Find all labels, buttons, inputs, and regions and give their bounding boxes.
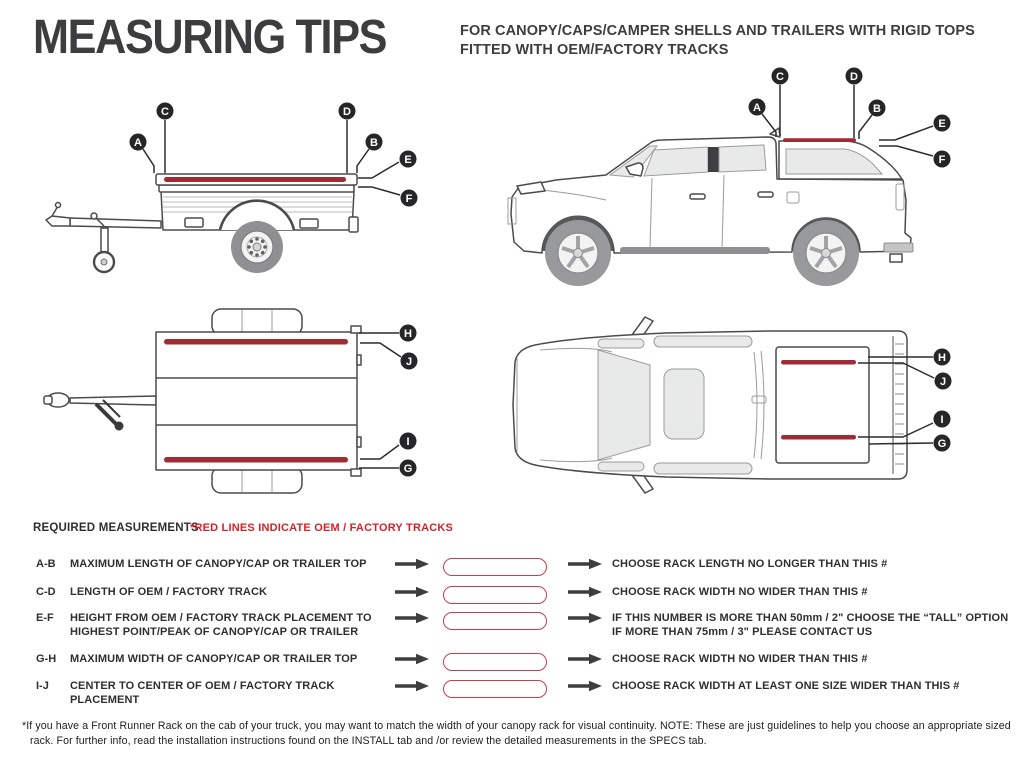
svg-text:F: F	[938, 154, 946, 166]
side-glass-top	[654, 336, 752, 347]
trailer-drawbar	[70, 396, 156, 405]
oem-track-line-bottom	[164, 457, 348, 463]
antenna-fin	[770, 128, 780, 137]
measurement-row-ef	[0, 612, 1024, 642]
arrow-icon	[394, 653, 430, 670]
leader-i	[360, 445, 399, 459]
svg-text:D: D	[850, 71, 858, 83]
callout-b	[869, 100, 886, 117]
measurement-entry-pill	[443, 680, 547, 698]
trailer-top-view	[0, 300, 460, 512]
svg-text:D: D	[343, 106, 351, 118]
callout-g	[400, 460, 417, 477]
truck-top-view-diagram	[490, 300, 1024, 512]
svg-text:A: A	[134, 137, 142, 149]
svg-text:I: I	[406, 436, 410, 448]
truck-side-view-diagram	[490, 60, 1024, 300]
callout-i	[400, 433, 417, 450]
arrow-icon	[394, 586, 430, 603]
jockey-wheel-post	[101, 228, 108, 254]
corner-tab-top	[351, 326, 361, 333]
leader-e	[358, 162, 399, 178]
leader-b	[357, 149, 369, 173]
callout-j	[401, 353, 418, 370]
trailer-fender-right	[212, 467, 302, 493]
row-description: MAXIMUM WIDTH OF CANOPY/CAP OR TRAILER TOP	[70, 653, 358, 665]
trailer-side-view-diagram	[0, 85, 460, 300]
callout-c	[157, 103, 174, 120]
tow-hitch	[890, 254, 902, 262]
callout-j	[935, 373, 952, 390]
svg-text:A: A	[753, 102, 761, 114]
leader-f	[879, 146, 933, 156]
b-pillar	[708, 147, 719, 172]
svg-text:G: G	[937, 438, 947, 450]
measurement-entry-pill	[443, 653, 547, 671]
leader-a	[143, 149, 154, 173]
row-outcome: CHOOSE RACK WIDTH NO WIDER THAN THIS #	[612, 586, 868, 598]
svg-text:B: B	[370, 137, 378, 149]
callout-b	[366, 134, 383, 151]
headlight	[517, 182, 545, 194]
svg-text:G: G	[403, 463, 413, 475]
row-key: C-D	[36, 586, 56, 598]
arrow-icon	[394, 612, 430, 629]
row-key: A-B	[36, 558, 56, 570]
callout-c	[772, 68, 789, 85]
callout-g	[934, 435, 951, 452]
quarter-glass-top	[598, 339, 644, 348]
rear-wheel	[793, 220, 859, 286]
jockey-wheel-hub	[101, 259, 107, 265]
oem-track-line-top	[781, 360, 856, 365]
trailer-fender-left	[212, 309, 302, 335]
callout-h	[400, 325, 417, 342]
rear-bumper	[884, 243, 913, 252]
trailer-latch-front	[185, 218, 203, 227]
trailer-latch-rear	[300, 219, 318, 228]
front-door-window	[644, 147, 708, 176]
callout-d	[846, 68, 863, 85]
callout-e	[400, 151, 417, 168]
leader-e	[879, 126, 933, 140]
svg-text:J: J	[939, 376, 947, 388]
svg-text:H: H	[938, 352, 946, 364]
hitch-lever-knob	[56, 203, 61, 208]
side-hinge-top	[357, 355, 361, 365]
row-outcome: CHOOSE RACK WIDTH NO WIDER THAN THIS #	[612, 653, 868, 665]
running-board	[620, 247, 770, 254]
side-hinge-bottom	[357, 437, 361, 447]
row-outcome: CHOOSE RACK LENGTH NO LONGER THAN THIS #	[612, 558, 888, 570]
hitch-tip	[44, 396, 52, 404]
required-measurements-heading: REQUIRED MEASUREMENTS	[33, 522, 199, 534]
measurement-entry-pill	[443, 612, 547, 630]
svg-text:I: I	[940, 414, 944, 426]
footnote: *If you have a Front Runner Rack on the cab of your truck, you may want to match the width of your canopy rack for visual continuity. NOTE: These are just guidelines to help you choose an appropriate sized rack. For further info, read the installation instructions found on the INSTALL tab and /or review the detailed measurements in the SPECS tab.	[22, 720, 1011, 747]
leader-g	[869, 443, 933, 444]
row-description: CENTER TO CENTER OF OEM / FACTORY TRACK PLACEMENT	[70, 680, 335, 706]
arrow-icon	[567, 612, 603, 629]
svg-text:C: C	[161, 106, 169, 118]
measurement-entry-pill	[443, 558, 547, 576]
svg-text:E: E	[404, 154, 412, 166]
arrow-icon	[567, 586, 603, 603]
red-lines-legend-note: *RED LINES INDICATE OEM / FACTORY TRACKS	[190, 522, 454, 534]
trailer-subrail	[159, 185, 354, 192]
svg-text:J: J	[405, 356, 413, 368]
callout-a	[749, 99, 766, 116]
svg-text:E: E	[938, 118, 946, 130]
quarter-glass-bottom	[598, 462, 644, 471]
row-description: HEIGHT FROM OEM / FACTORY TRACK PLACEMENT TO HIGHEST POINT/PEAK OF CANOPY/CAP OR TRAILER	[70, 612, 372, 638]
leader-b	[859, 115, 872, 139]
callout-i	[934, 411, 951, 428]
measurement-row-gh	[0, 653, 1024, 683]
page-subtitle	[460, 22, 975, 60]
leader-j	[360, 343, 401, 357]
oem-track-line-bottom	[781, 435, 856, 440]
arrow-icon	[394, 680, 430, 697]
arrow-icon	[567, 680, 603, 697]
measurement-entry-pill	[443, 586, 547, 604]
row-description: MAXIMUM LENGTH OF CANOPY/CAP OR TRAILER TOP	[70, 558, 367, 570]
windshield-top	[598, 350, 650, 460]
row-outcome: CHOOSE RACK WIDTH AT LEAST ONE SIZE WIDER THAN THIS #	[612, 680, 960, 692]
svg-text:C: C	[776, 71, 784, 83]
callout-f	[934, 151, 951, 168]
arrow-icon	[394, 558, 430, 575]
corner-tab-bottom	[351, 469, 361, 476]
measurement-row-ab	[0, 558, 1024, 588]
trailer-top-body	[156, 332, 357, 470]
svg-text:H: H	[404, 328, 412, 340]
trailer-taillight	[349, 217, 358, 232]
callout-e	[934, 115, 951, 132]
oem-track-line	[783, 138, 856, 142]
oem-track-line	[164, 177, 346, 182]
oem-track-line-top	[164, 339, 348, 345]
subtitle-line-2: FITTED WITH OEM/FACTORY TRACKS	[460, 41, 729, 58]
svg-text:B: B	[873, 103, 881, 115]
callout-f	[401, 190, 418, 207]
row-key: I-J	[36, 680, 49, 692]
trailer-drawbar	[70, 218, 161, 228]
callout-d	[339, 103, 356, 120]
side-glass-bottom	[654, 463, 752, 474]
front-wheel	[545, 220, 611, 286]
subtitle-line-1: FOR CANOPY/CAPS/CAMPER SHELLS AND TRAILERS WITH RIGID TOPS	[460, 23, 975, 39]
page-title: MEASURING TIPS	[33, 11, 387, 64]
row-description: LENGTH OF OEM / FACTORY TRACK	[70, 586, 268, 598]
rear-door-window	[719, 145, 766, 172]
arrow-icon	[567, 653, 603, 670]
row-key: E-F	[36, 612, 54, 624]
trailer-wheel	[231, 221, 283, 273]
leader-f	[358, 187, 400, 195]
row-outcome: IF THIS NUMBER IS MORE THAN 50mm / 2" CHOOSE THE “TALL” OPTION IF MORE THAN 75mm / 3" PLEASE CONTACT US	[612, 612, 1009, 638]
svg-text:F: F	[405, 193, 413, 205]
trailer-hitch-coupler	[46, 216, 70, 226]
arrow-icon	[567, 558, 603, 575]
jockey-crank-knob	[91, 213, 97, 219]
row-key: G-H	[36, 653, 57, 665]
measurement-row-ij	[0, 680, 1024, 710]
callout-a	[130, 134, 147, 151]
callout-h	[934, 349, 951, 366]
sunroof	[664, 369, 704, 439]
